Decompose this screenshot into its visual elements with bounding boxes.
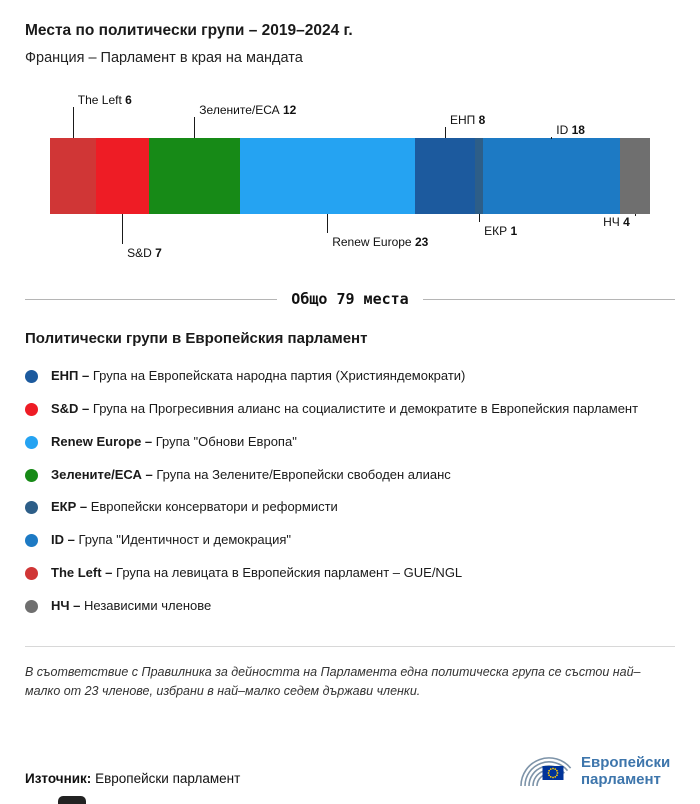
legend-item-The Left bbox=[25, 564, 675, 583]
source-text: Европейски парламент bbox=[95, 771, 241, 786]
footnote-divider bbox=[25, 646, 675, 647]
bar-segment-Зелените/ЕСА bbox=[149, 138, 240, 214]
callout-line-ЕКР bbox=[479, 214, 480, 222]
legend-item-text: ID – Група "Идентичност и демокрация" bbox=[51, 532, 292, 548]
segment-label-Renew Europe: Renew Europe 23 bbox=[332, 235, 429, 249]
callout-line-S&D bbox=[122, 214, 123, 244]
footnote-text: В съответствие с Правилника за дейността на Парламента една политическа група се състои най–малко от 23 членове, избрани в най–малко седем държави членки. bbox=[25, 664, 641, 699]
legend-item-text: НЧ – Независими членове bbox=[51, 597, 212, 613]
legend-color-dot bbox=[25, 469, 38, 482]
bar-segment-ЕНП bbox=[415, 138, 476, 214]
logo-text-line1: Европейски bbox=[581, 754, 671, 771]
legend-item-Зелените/ЕСА bbox=[25, 466, 675, 485]
legend-item-text: ЕКР – Европейски консерватори и реформисти bbox=[51, 499, 338, 515]
legend-item-ЕКР bbox=[25, 498, 675, 517]
segment-label-Зелените/ЕСА: Зелените/ЕСА 12 bbox=[199, 103, 297, 117]
eu-flag-icon bbox=[543, 766, 564, 780]
bar-segment-The Left bbox=[50, 138, 96, 214]
total-seats-label: Общо 79 места bbox=[291, 290, 409, 308]
segment-label-ЕНП: ЕНП 8 bbox=[449, 113, 486, 127]
callout-line-ID bbox=[551, 137, 552, 139]
segment-label-The Left: The Left 6 bbox=[77, 93, 132, 107]
page-subtitle: Франция – Парламент в края на мандата bbox=[25, 50, 303, 66]
bar-segment-НЧ bbox=[620, 138, 650, 214]
page-title: Места по политически групи – 2019–2024 г. bbox=[25, 22, 353, 39]
legend-color-dot bbox=[25, 600, 38, 613]
callout-line-ЕНП bbox=[445, 127, 446, 138]
segment-label-S&D: S&D 7 bbox=[127, 246, 162, 260]
bottom-edge-artifact bbox=[58, 796, 86, 804]
legend-item-text: S&D – Група на Прогресивния алианс на социалистите и демократите в Европейския парламент bbox=[51, 400, 639, 416]
segment-label-ЕКР: ЕКР 1 bbox=[484, 224, 518, 238]
callout-line-НЧ bbox=[635, 214, 636, 216]
legend-heading: Политически групи в Европейския парламент bbox=[25, 330, 368, 347]
bar-segment-ЕКР bbox=[475, 138, 483, 214]
stacked-bar bbox=[50, 138, 650, 214]
legend-color-dot bbox=[25, 403, 38, 416]
bottom-row bbox=[25, 740, 675, 792]
legend-color-dot bbox=[25, 567, 38, 580]
legend-item-S&D bbox=[25, 400, 675, 419]
total-rule-left bbox=[25, 299, 277, 300]
legend-item-text: ЕНП – Група на Европейската народна партия (Християндемократи) bbox=[51, 368, 466, 383]
legend-list bbox=[25, 367, 675, 616]
legend-color-dot bbox=[25, 501, 38, 514]
source-line bbox=[25, 771, 240, 792]
legend-item-ID bbox=[25, 531, 675, 550]
callout-line-The Left bbox=[73, 107, 74, 138]
logo-text-line2: парламент bbox=[581, 771, 661, 788]
bar-segment-Renew Europe bbox=[240, 138, 415, 214]
legend-color-dot bbox=[25, 534, 38, 547]
bar-segment-ID bbox=[483, 138, 620, 214]
bar-segment-S&D bbox=[96, 138, 149, 214]
segment-label-НЧ: НЧ 4 bbox=[603, 215, 630, 229]
legend-item-text: The Left – Група на левицата в Европейския парламент – GUE/NGL bbox=[51, 565, 463, 581]
legend-item-text: Зелените/ЕСА – Група на Зелените/Европейски свободен алианс bbox=[51, 466, 451, 482]
legend-color-dot bbox=[25, 370, 38, 383]
source-label: Източник: bbox=[25, 771, 92, 786]
total-row bbox=[25, 290, 675, 308]
legend-item-text: Renew Europe – Група "Обнови Европа" bbox=[51, 433, 297, 449]
total-rule-right bbox=[423, 299, 675, 300]
legend-item-ЕНП bbox=[25, 367, 675, 386]
callout-line-Renew Europe bbox=[327, 214, 328, 233]
legend-item-НЧ bbox=[25, 597, 675, 616]
chart-region bbox=[25, 80, 675, 270]
legend-item-Renew Europe bbox=[25, 433, 675, 452]
legend-color-dot bbox=[25, 436, 38, 449]
european-parliament-logo[interactable] bbox=[503, 740, 675, 792]
callout-line-Зелените/ЕСА bbox=[194, 117, 195, 138]
segment-label-ID: ID 18 bbox=[556, 123, 585, 137]
